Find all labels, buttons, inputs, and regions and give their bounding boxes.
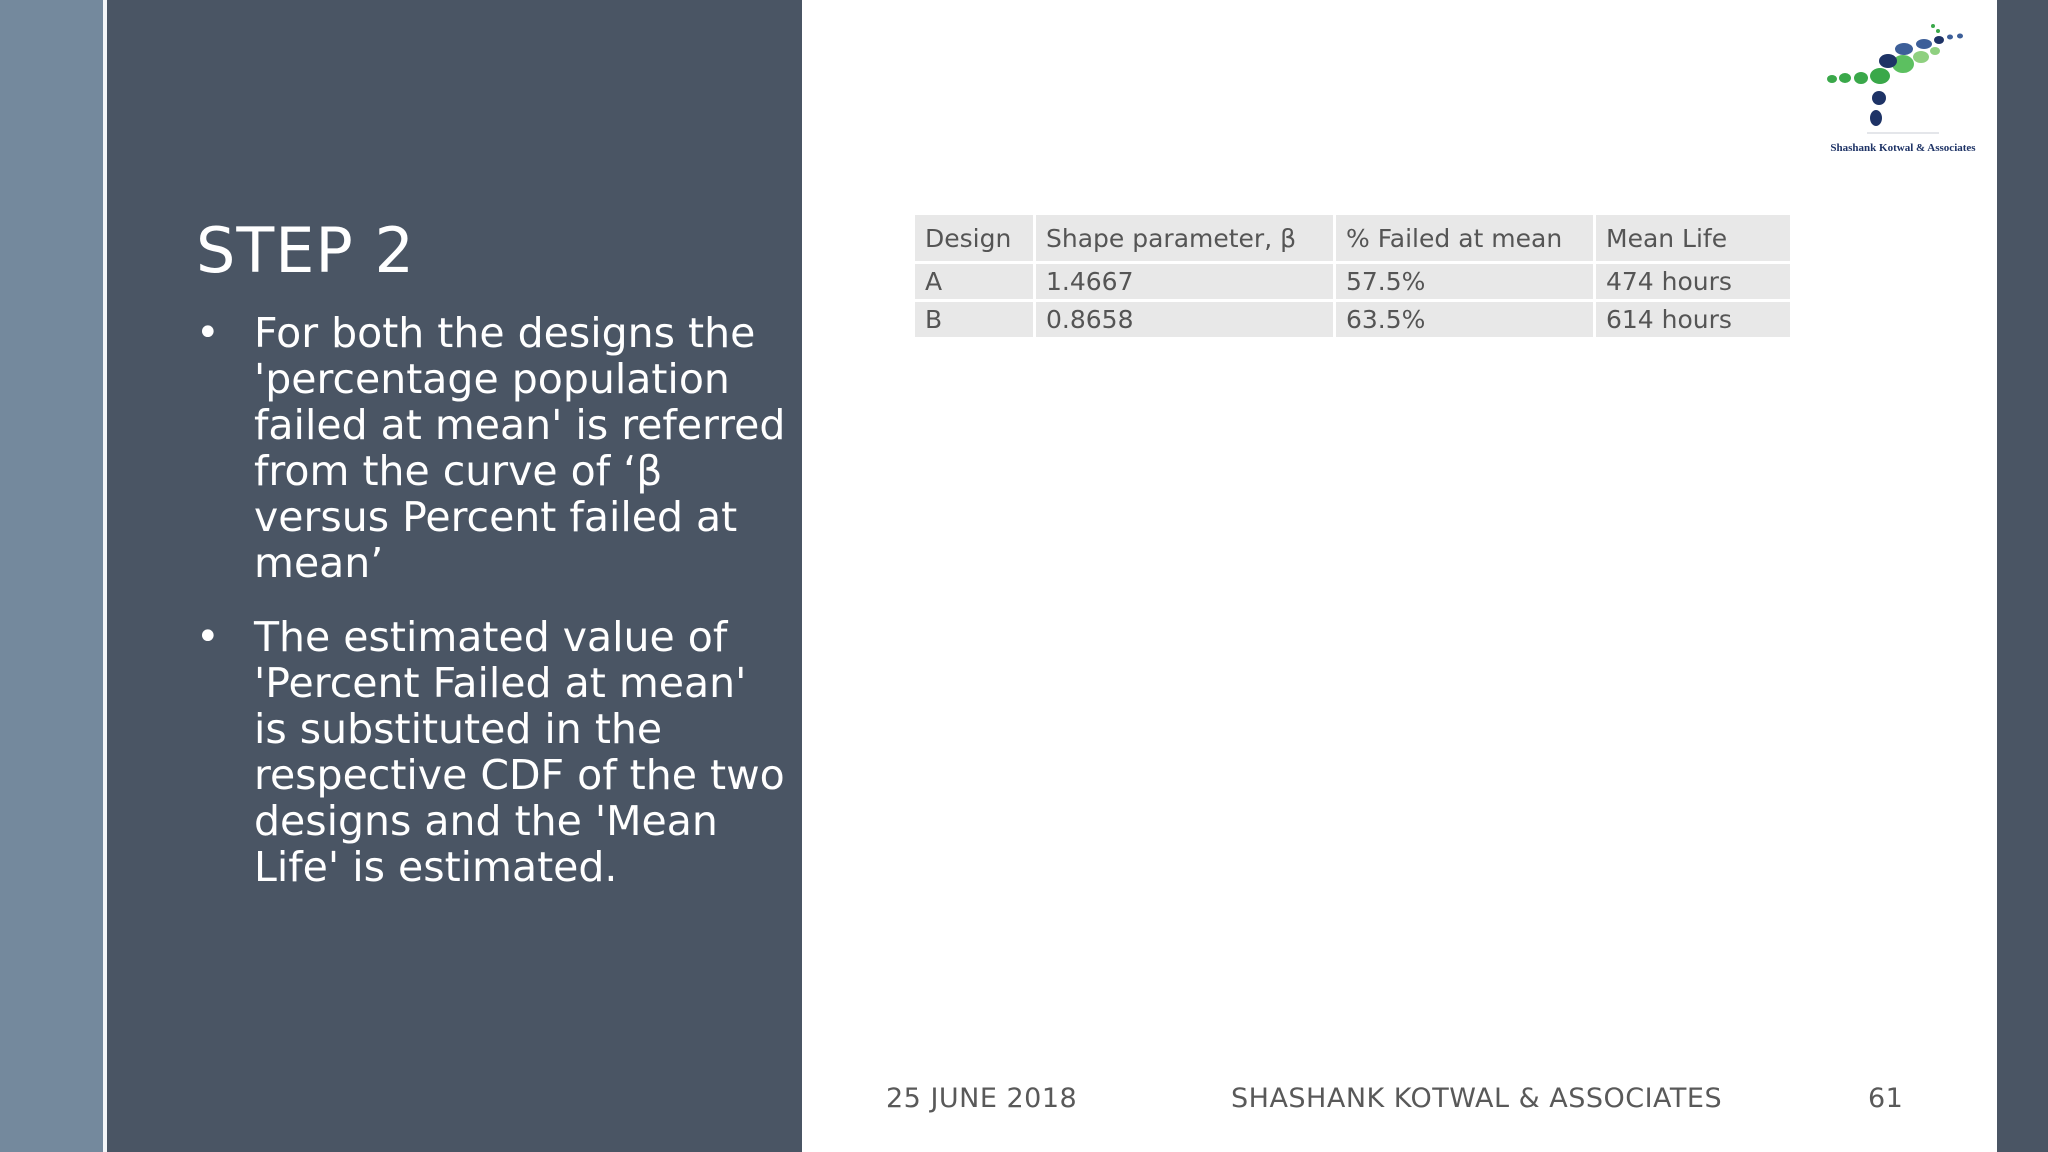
table-cell: 0.8658 [1035, 301, 1335, 339]
bullet-text: The estimated value of 'Percent Failed at mean' is substituted in the respective CDF of the two designs and the 'Mean Life' is estimated. [254, 613, 785, 891]
bullet-item [196, 614, 786, 890]
header-mean-life: Mean Life [1595, 214, 1792, 263]
header-design: Design [914, 214, 1035, 263]
table-row [914, 301, 1792, 339]
slide-title: STEP 2 [196, 214, 415, 287]
header-shape-parameter: Shape parameter, β [1035, 214, 1335, 263]
table-cell: 614 hours [1595, 301, 1792, 339]
design-comparison-table [912, 212, 1793, 340]
table-cell: 63.5% [1335, 301, 1595, 339]
left-accent-strip [0, 0, 103, 1152]
header-failed-at-mean: % Failed at mean [1335, 214, 1595, 263]
bullet-list [196, 310, 786, 918]
table-cell: 1.4667 [1035, 263, 1335, 301]
table-cell: 474 hours [1595, 263, 1792, 301]
bullet-icon: • [196, 310, 220, 356]
table-cell: 57.5% [1335, 263, 1595, 301]
table-header-row [914, 214, 1792, 263]
bullet-icon: • [196, 614, 220, 660]
table-row [914, 263, 1792, 301]
bullet-item [196, 310, 786, 586]
footer-date: 25 JUNE 2018 [886, 1083, 1078, 1114]
footer-company: SHASHANK KOTWAL & ASSOCIATES [1231, 1083, 1723, 1114]
right-accent-strip [1997, 0, 2048, 1152]
table-cell: A [914, 263, 1035, 301]
bullet-text: For both the designs the 'percentage population failed at mean' is referred from the curve of ‘β versus Percent failed at mean’ [254, 309, 786, 587]
table-cell: B [914, 301, 1035, 339]
logo-caption: Shashank Kotwal & Associates [1830, 142, 1976, 154]
footer-page-number: 61 [1868, 1083, 1904, 1114]
